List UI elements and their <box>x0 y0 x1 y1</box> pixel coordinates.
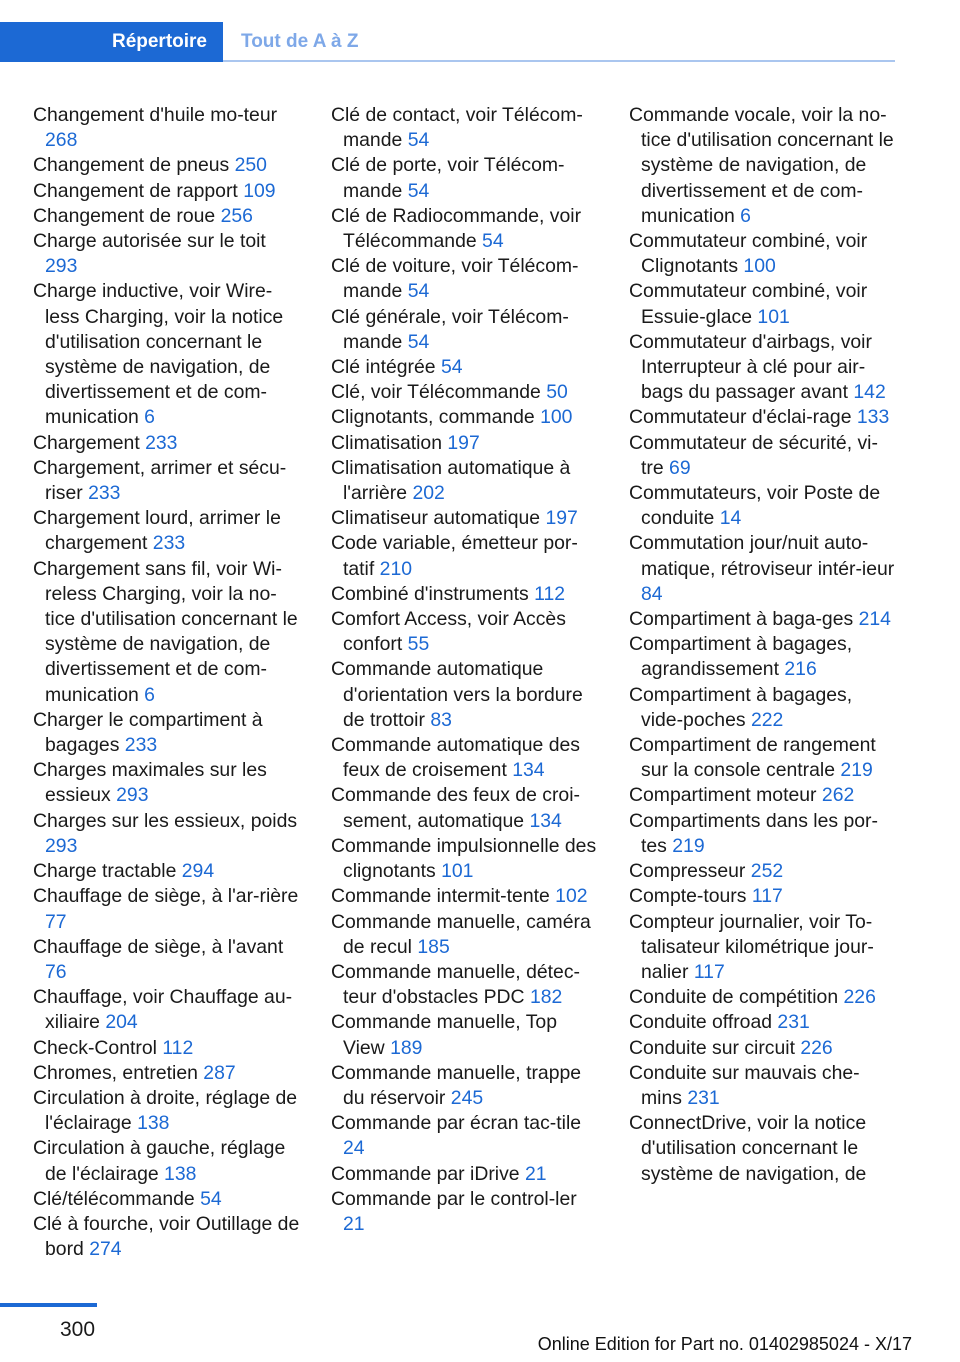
index-entry <box>629 279 897 329</box>
index-entry <box>33 859 301 884</box>
index-entry-text: Clé de Radiocommande, voir Télécommande <box>331 204 582 253</box>
page-link[interactable]: 138 <box>137 1112 170 1135</box>
index-entry <box>331 254 599 304</box>
page-link[interactable]: 117 <box>751 885 783 908</box>
page-link[interactable]: 100 <box>540 406 573 429</box>
index-entry <box>33 1086 301 1136</box>
index-entry <box>331 405 599 430</box>
index-entry-text: Chargement <box>33 431 140 454</box>
page-link[interactable]: 50 <box>546 381 568 404</box>
index-entry-text: Conduite de compétition <box>629 986 839 1009</box>
index-entry <box>331 884 599 909</box>
index-entry <box>331 910 599 960</box>
index-entry-text: Commande manuelle, trappe du réservoir <box>331 1061 582 1109</box>
page-link[interactable]: 69 <box>669 456 691 479</box>
index-entry-text: Chromes, entretien <box>33 1061 198 1084</box>
index-entry <box>331 1010 599 1060</box>
index-entry-text: Compartiment moteur <box>629 784 817 807</box>
index-entry <box>331 657 599 733</box>
index-entry-text: Commutateurs, voir Poste de conduite <box>629 482 881 530</box>
index-entry <box>629 431 897 481</box>
index-entry <box>629 859 897 884</box>
footer-accent-bar <box>0 1303 97 1307</box>
index-entry-text: Charger le compartiment à bagages <box>33 708 263 757</box>
page-link[interactable]: 14 <box>719 507 742 530</box>
page-link[interactable]: 6 <box>740 204 751 227</box>
page-link[interactable]: 54 <box>407 330 430 353</box>
index-entry <box>331 1061 599 1111</box>
page-link[interactable]: 112 <box>534 582 566 605</box>
page-link[interactable]: 293 <box>45 834 78 857</box>
index-entry-text: Conduite sur mauvais che-mins <box>629 1061 860 1109</box>
page-link[interactable]: 133 <box>856 406 890 429</box>
index-entry <box>629 1010 897 1035</box>
page-link[interactable]: 21 <box>343 1212 365 1235</box>
index-entry <box>33 1061 301 1086</box>
page-link[interactable]: 252 <box>750 860 784 883</box>
index-entry <box>331 834 599 884</box>
index-entry-text: Compteur journalier, voir To-talisateur kilométrique jour-nalier <box>629 910 874 983</box>
index-entry-text: Chauffage de siège, à l'avant <box>33 935 284 958</box>
page-link[interactable]: 54 <box>440 356 463 379</box>
index-entry-text: Chargement, arrimer et sécu-riser <box>33 456 287 505</box>
page-link[interactable]: 294 <box>181 860 215 883</box>
index-entry <box>33 1187 301 1212</box>
index-entry-text: Clé intégrée <box>331 356 436 379</box>
index-entry-text: Compte-tours <box>629 885 747 908</box>
page-link[interactable]: 189 <box>390 1036 423 1059</box>
page-link[interactable]: 287 <box>203 1061 236 1084</box>
index-entry-text: Charges maximales sur les essieux <box>33 759 267 807</box>
page-link[interactable]: 202 <box>412 482 445 505</box>
page-link[interactable]: 54 <box>200 1187 222 1210</box>
index-entry-text: Commande automatique des feux de croisement <box>331 734 580 782</box>
index-entry-text: Charges sur les essieux, poids <box>33 809 298 832</box>
index-entry-text: Chargement sans fil, voir Wi-reless Charging, voir la no-tice d'utilisation concernant le système de navigation, de divertissement et de com-munication <box>33 557 298 706</box>
page-link[interactable]: 182 <box>529 986 563 1009</box>
index-entry-text: Clé de contact, voir Télécom-mande <box>331 104 583 152</box>
index-entry <box>629 809 897 859</box>
index-entry-text: Commande impulsionnelle des clignotants <box>331 834 597 883</box>
index-entry-text: Compartiment à baga-ges <box>629 608 854 631</box>
index-entry <box>33 103 301 153</box>
index-entry <box>629 607 897 632</box>
index-entry <box>331 153 599 203</box>
index-entry-text: Commande par iDrive <box>331 1162 520 1185</box>
index-entry <box>629 330 897 406</box>
index-entry-text: Commande par le control-ler <box>331 1187 577 1210</box>
index-entry-text: Compresseur <box>629 860 746 883</box>
index-entry <box>33 431 301 456</box>
page-link[interactable]: 293 <box>45 255 78 278</box>
index-entry-text: Combiné d'instruments <box>331 582 529 605</box>
index-entry-text: Clé de voiture, voir Télécom-mande <box>331 255 579 303</box>
header-tabs <box>0 0 895 62</box>
page-link[interactable]: 54 <box>482 230 504 253</box>
page-link[interactable]: 226 <box>843 986 876 1009</box>
page-link[interactable]: 245 <box>450 1086 484 1109</box>
index-entry <box>331 733 599 783</box>
index-entry <box>33 229 301 279</box>
page-link[interactable]: 101 <box>441 860 474 883</box>
index-entry <box>629 783 897 808</box>
index-entry-text: Commutateur combiné, voir Essuie-glace <box>629 280 868 328</box>
index-entry <box>629 910 897 986</box>
index-entry-text: Commutation jour/nuit auto-matique, rétroviseur intér-ieur <box>629 532 895 580</box>
index-entry-text: Commutateur de sécurité, vi-tre <box>629 431 878 479</box>
index-entry <box>33 935 301 985</box>
index-entry-text: Circulation à droite, réglage de l'éclairage <box>33 1086 298 1135</box>
index-entry-text: Climatiseur automatique <box>331 507 541 530</box>
page-link[interactable]: 226 <box>800 1036 833 1059</box>
index-entry <box>629 884 897 909</box>
index-entry <box>629 985 897 1010</box>
page-link[interactable]: 185 <box>417 935 450 958</box>
page-link[interactable]: 233 <box>124 734 158 757</box>
index-entry-text: Commutateur d'éclai-rage <box>629 406 852 429</box>
page-link[interactable]: 77 <box>45 910 67 933</box>
index-entry <box>33 708 301 758</box>
page-link[interactable]: 83 <box>430 708 452 731</box>
index-entry-text: Changement de pneus <box>33 154 230 177</box>
index-entry-text: Changement d'huile mo-teur <box>33 104 278 126</box>
index-entry <box>331 456 599 506</box>
index-entry-text: Chauffage, voir Chauffage au-xiliaire <box>33 986 293 1034</box>
index-entry <box>33 179 301 204</box>
index-entry-text: Conduite sur circuit <box>629 1036 795 1059</box>
index-entry <box>331 783 599 833</box>
page-link[interactable]: 293 <box>116 784 149 807</box>
index-entry-text: Commande des feux de croi-sement, automatique <box>331 784 580 832</box>
index-entry-text: Code variable, émetteur por-tatif <box>331 532 578 580</box>
index-entry <box>331 380 599 405</box>
page-link[interactable]: 219 <box>672 834 705 857</box>
index-entry-text: Changement de roue <box>33 204 216 227</box>
index-entry <box>33 809 301 859</box>
index-entry-text: Clé à fourche, voir Outillage de bord <box>33 1212 300 1261</box>
page-link[interactable]: 268 <box>45 129 78 152</box>
header-divider <box>223 60 895 62</box>
index-entry-text: Commutateur combiné, voir Clignotants <box>629 230 868 278</box>
page-link[interactable]: 54 <box>407 280 430 303</box>
index-entry-text: Compartiment de rangement sur la console centrale <box>629 734 876 782</box>
page-link[interactable]: 214 <box>858 608 891 631</box>
edition-note: Online Edition for Part no. 01402985024 - X/17 <box>537 1334 912 1354</box>
index-entry <box>33 153 301 178</box>
index-entry-text: Commande manuelle, détec-teur d'obstacles PDC <box>331 960 580 1009</box>
page-link[interactable]: 219 <box>840 759 873 782</box>
page-link[interactable]: 6 <box>144 683 155 706</box>
index-entry <box>629 1111 897 1187</box>
page-link[interactable]: 100 <box>743 255 776 278</box>
index-entry <box>33 456 301 506</box>
index-entry-text: Clé générale, voir Télécom-mande <box>331 305 569 353</box>
page-link[interactable]: 233 <box>88 482 121 505</box>
page-link[interactable]: 134 <box>512 759 545 782</box>
index-entry <box>629 733 897 783</box>
index-entry-text: Commutateur d'airbags, voir Interrupteur à clé pour air-bags du passager avant <box>629 330 872 404</box>
page-link[interactable]: 112 <box>162 1036 194 1059</box>
index-entry-text: Climatisation <box>331 431 442 454</box>
page-link[interactable]: 84 <box>641 582 663 605</box>
page-link[interactable]: 24 <box>343 1137 365 1160</box>
page-link[interactable]: 102 <box>555 885 588 908</box>
index-entry-text: Charge inductive, voir Wire-less Charging, voir la notice d'utilisation concernant le système de navigation, de divertissement et de com-munication <box>33 280 284 429</box>
page-link[interactable]: 204 <box>105 1011 138 1034</box>
index-entry-text: Comfort Access, voir Accès confort <box>331 608 566 656</box>
page-link[interactable]: 222 <box>750 708 784 731</box>
index-entry <box>331 960 599 1010</box>
index-entry-text: Commande manuelle, Top View <box>331 1011 557 1059</box>
index-entry <box>331 1111 599 1161</box>
page-link[interactable]: 6 <box>144 406 155 429</box>
index-entry <box>629 1036 897 1061</box>
index-entry <box>33 884 301 934</box>
index-entry-text: Compartiment à bagages, agrandissement <box>629 633 853 681</box>
page-link[interactable]: 262 <box>821 784 855 807</box>
index-entry <box>331 355 599 380</box>
index-entry-text: Compartiment à bagages, vide-poches <box>629 683 853 731</box>
index-column-2 <box>331 103 599 1237</box>
index-entry-text: Chauffage de siège, à l'ar-rière <box>33 885 299 908</box>
index-column-3 <box>629 103 897 1187</box>
index-entry-text: Conduite offroad <box>629 1011 773 1034</box>
page-link[interactable]: 231 <box>777 1011 810 1034</box>
page-link[interactable]: 55 <box>407 633 430 656</box>
page-link[interactable]: 54 <box>407 179 430 202</box>
page-link[interactable]: 117 <box>693 960 725 983</box>
index-entry-text: Changement de rapport <box>33 179 238 202</box>
index-entry <box>33 758 301 808</box>
page-number: 300 <box>60 1318 96 1341</box>
index-entry <box>331 582 599 607</box>
index-entry <box>331 305 599 355</box>
page-link[interactable]: 256 <box>220 204 253 227</box>
index-entry <box>33 506 301 556</box>
index-entry-text: Charge autorisée sur le toit <box>33 230 266 253</box>
page-link[interactable]: 233 <box>145 431 178 454</box>
page-link[interactable]: 21 <box>524 1162 547 1185</box>
page-link[interactable]: 76 <box>45 960 67 983</box>
index-entry <box>629 229 897 279</box>
index-entry-text: Circulation à gauche, réglage de l'éclairage <box>33 1137 286 1185</box>
index-entry <box>629 1061 897 1111</box>
index-entry-text: ConnectDrive, voir la notice d'utilisation concernant le système de navigation, de <box>629 1112 867 1185</box>
index-entry <box>33 985 301 1035</box>
index-entry-text: Check-Control <box>33 1036 157 1059</box>
page-link[interactable]: 109 <box>243 179 276 202</box>
index-entry <box>629 531 897 607</box>
index-entry-text: Commande par écran tac-tile <box>331 1112 582 1135</box>
index-entry <box>33 1136 301 1186</box>
index-entry <box>629 103 897 229</box>
index-entry <box>33 279 301 430</box>
index-entry <box>629 405 897 430</box>
index-entry <box>33 557 301 708</box>
index-entry-text: Commande vocale, voir la no-tice d'utilisation concernant le système de navigation, de divertissement et de com-munication <box>629 104 894 227</box>
index-entry <box>331 103 599 153</box>
index-entry <box>629 683 897 733</box>
index-column-1 <box>33 103 301 1262</box>
index-entry-text: Commande intermit-tente <box>331 885 550 908</box>
page-link[interactable]: 231 <box>687 1086 720 1109</box>
page-link[interactable]: 138 <box>164 1162 197 1185</box>
index-entry <box>33 1212 301 1262</box>
page-link[interactable]: 210 <box>379 557 413 580</box>
index-entry-text: Chargement lourd, arrimer le chargement <box>33 507 281 555</box>
index-entry-text: Climatisation automatique à l'arrière <box>331 456 571 505</box>
page-link[interactable]: 197 <box>447 431 480 454</box>
page-link[interactable]: 216 <box>784 658 817 681</box>
page-link[interactable]: 101 <box>757 305 790 328</box>
index-entry-text: Compartiments dans les por-tes <box>629 809 878 857</box>
page-link[interactable]: 142 <box>853 381 886 404</box>
index-entry-text: Clé de porte, voir Télécom-mande <box>331 154 565 202</box>
index-entry-text: Charge tractable <box>33 860 177 883</box>
index-entry <box>629 481 897 531</box>
index-entry-text: Commande manuelle, caméra de recul <box>331 910 591 958</box>
tab-a-to-z[interactable]: Tout de A à Z <box>241 31 359 52</box>
page-link[interactable]: 54 <box>407 129 430 152</box>
index-entry <box>331 1187 599 1237</box>
index-entry <box>629 632 897 682</box>
index-entry-text: Commande automatique d'orientation vers la bordure de trottoir <box>331 658 583 731</box>
index-entry-text: Clé, voir Télécommande <box>331 381 541 404</box>
index-entry <box>331 431 599 456</box>
index-entry <box>331 531 599 581</box>
tab-repertoire[interactable]: Répertoire <box>0 22 223 62</box>
index-entry <box>331 204 599 254</box>
index-entry <box>331 1162 599 1187</box>
page-link[interactable]: 233 <box>152 532 186 555</box>
index-entry-text: Clignotants, commande <box>331 406 535 429</box>
page-link[interactable]: 134 <box>529 809 562 832</box>
page-link[interactable]: 197 <box>545 507 578 530</box>
page-link[interactable]: 274 <box>89 1238 122 1261</box>
index-entry <box>33 204 301 229</box>
index-entry <box>33 1036 301 1061</box>
index-entry <box>331 506 599 531</box>
page-link[interactable]: 250 <box>234 154 267 177</box>
index-entry-text: Clé/télécommande <box>33 1187 195 1210</box>
index-entry <box>331 607 599 657</box>
